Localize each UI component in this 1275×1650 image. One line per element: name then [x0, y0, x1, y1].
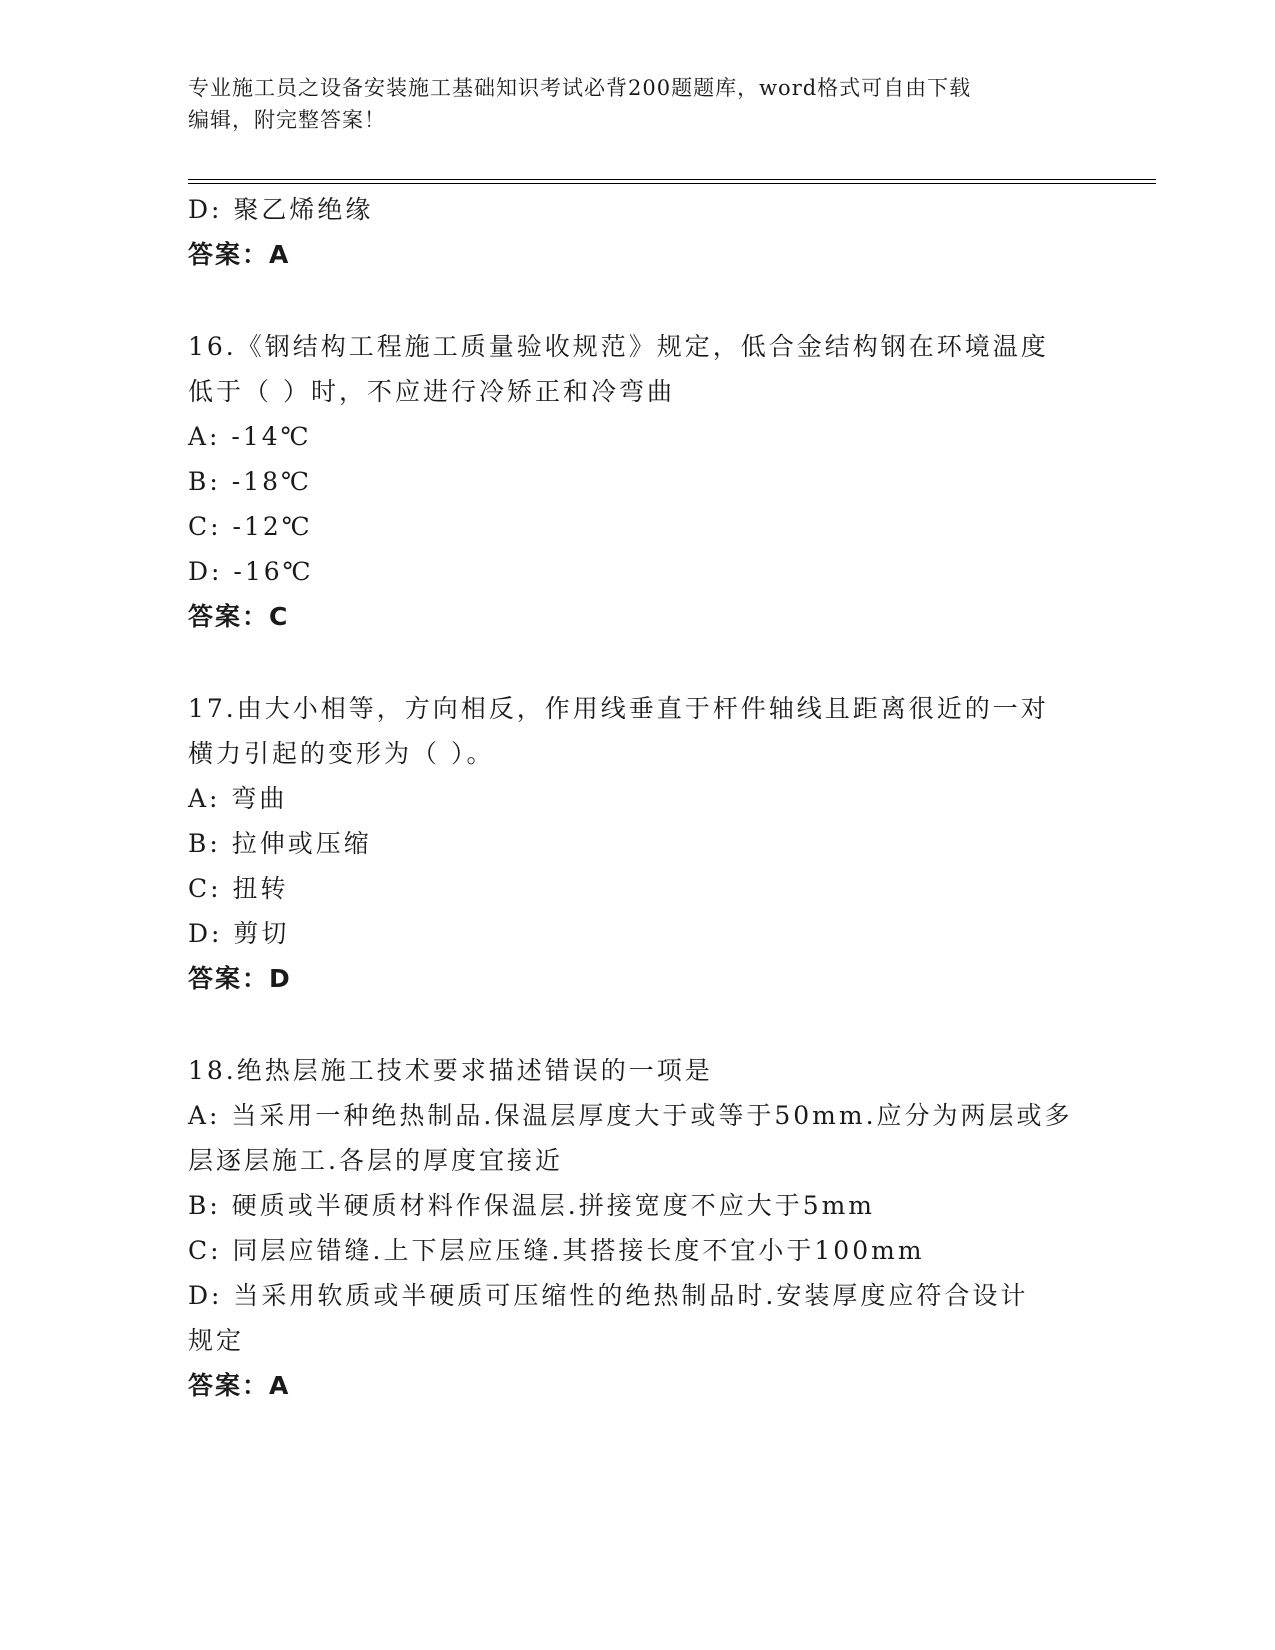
- question-15-tail: [188, 187, 1088, 277]
- header-divider-bottom: [188, 183, 1156, 184]
- option-c: C: -12℃: [188, 512, 313, 541]
- question-18: [188, 1048, 1088, 1408]
- question-stem-continued: 低于（ ）时，不应进行冷矫正和冷弯曲: [188, 377, 675, 406]
- option-d: D: 聚乙烯绝缘: [188, 195, 374, 224]
- answer-label: 答案：C: [188, 602, 290, 631]
- option-a-continued: 层逐层施工.各层的厚度宜接近: [188, 1146, 563, 1175]
- option-d: D: -16℃: [188, 557, 314, 586]
- option-c: C: 同层应错缝.上下层应压缝.其搭接长度不宜小于100mm: [188, 1236, 925, 1265]
- document-header: [188, 72, 1088, 136]
- header-divider-top: [188, 179, 1156, 180]
- answer-label: 答案：A: [188, 240, 291, 269]
- option-d: D: 当采用软质或半硬质可压缩性的绝热制品时.安装厚度应符合设计: [188, 1281, 1029, 1310]
- option-b: B: 硬质或半硬质材料作保温层.拼接宽度不应大于5mm: [188, 1191, 876, 1220]
- question-17: [188, 686, 1088, 1001]
- option-d-continued: 规定: [188, 1326, 245, 1355]
- option-c: C: 扭转: [188, 874, 289, 903]
- question-16: [188, 324, 1088, 639]
- question-stem: 16.《钢结构工程施工质量验收规范》规定，低合金结构钢在环境温度: [188, 332, 1049, 361]
- answer-label: 答案：A: [188, 1371, 291, 1400]
- option-a: A: 当采用一种绝热制品.保温层厚度大于或等于50mm.应分为两层或多: [188, 1101, 1073, 1130]
- question-stem: 17.由大小相等，方向相反，作用线垂直于杆件轴线且距离很近的一对: [188, 694, 1049, 723]
- question-stem-continued: 横力引起的变形为（ ）。: [188, 739, 495, 768]
- option-a: A: 弯曲: [188, 784, 288, 813]
- question-list: [188, 187, 1088, 1408]
- header-line-1: 专业施工员之设备安装施工基础知识考试必背200题题库，word格式可自由下载: [188, 76, 972, 100]
- spacer: [188, 1001, 1088, 1048]
- header-line-2: 编辑，附完整答案！: [188, 108, 386, 132]
- answer-label: 答案：D: [188, 964, 292, 993]
- spacer: [188, 277, 1088, 324]
- option-b: B: 拉伸或压缩: [188, 829, 372, 858]
- spacer: [188, 639, 1088, 686]
- option-b: B: -18℃: [188, 467, 312, 496]
- option-d: D: 剪切: [188, 919, 290, 948]
- question-stem: 18.绝热层施工技术要求描述错误的一项是: [188, 1056, 713, 1085]
- option-a: A: -14℃: [188, 422, 312, 451]
